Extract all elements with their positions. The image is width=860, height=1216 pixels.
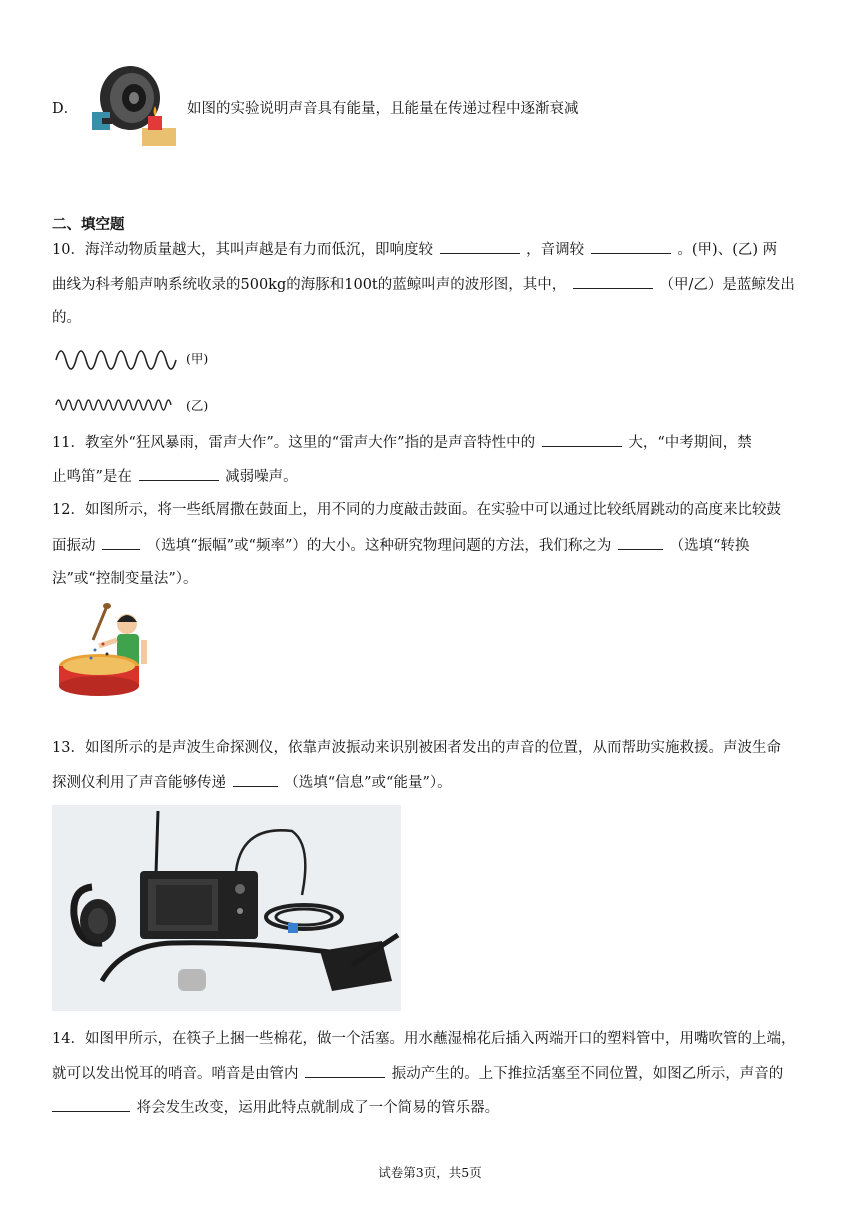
q11-text-d: 减弱噪声。: [225, 469, 298, 485]
q10-text-d: 曲线为科考船声呐系统收录的500kg的海豚和100t的蓝鲸叫声的波形图，其中，: [52, 277, 567, 293]
q10-text-a: 10．海洋动物质量越大，其叫声越是有力而低沉，即响度较: [52, 242, 433, 258]
q11-line2: [52, 466, 298, 487]
q10-line2: [52, 274, 795, 295]
wave-label-yi: (乙): [186, 398, 209, 413]
q12-line1: 12．如图所示，将一些纸屑撒在鼓面上，用不同的力度敲击鼓面。在实验中可以通过比较纸屑跳动的高度来比较鼓: [52, 502, 781, 518]
q11-blank-2[interactable]: [139, 466, 219, 481]
q14-blank-2[interactable]: [52, 1097, 130, 1112]
q12-line2: [52, 535, 750, 556]
q10-text-e: （甲/乙）是蓝鲸发出: [659, 277, 795, 293]
q10-blank-1[interactable]: [440, 239, 520, 254]
wave-yi: [54, 392, 179, 418]
q14-text-b: 振动产生的。上下推拉活塞至不同位置，如图乙所示，声音的: [391, 1066, 784, 1082]
q10-line1: [52, 239, 777, 260]
q14-line1: 14．如图甲所示，在筷子上捆一些棉花，做一个活塞。用水蘸湿棉花后插入两端开口的塑料管中，用嘴吹管的上端，: [52, 1031, 796, 1047]
q12-text-c: （选填“转换: [669, 538, 750, 554]
option-d-text: 如图的实验说明声音具有能量，且能量在传递过程中逐渐衰减: [187, 101, 579, 117]
q13-blank-1[interactable]: [233, 772, 278, 787]
sound-detector-photo: [52, 805, 401, 1011]
q10-text-b: ，音调较: [526, 242, 585, 258]
q11-text-a: 11．教室外“狂风暴雨，雷声大作”。这里的“雷声大作”指的是声音特性中的: [52, 435, 536, 451]
q14-blank-1[interactable]: [305, 1063, 385, 1078]
q12-text-b: （选填“振幅”或“频率”）的大小。这种研究物理问题的方法，我们称之为: [146, 538, 612, 554]
wave-label-jia: (甲): [186, 351, 209, 366]
q13-line2: [52, 772, 452, 793]
q11-text-c: 止鸣笛”是在: [52, 469, 132, 485]
q14-text-a: 就可以发出悦耳的哨音。哨音是由管内: [52, 1066, 299, 1082]
wave-jia: [54, 340, 179, 380]
option-d-letter: D．: [52, 101, 79, 117]
q11-blank-1[interactable]: [542, 432, 622, 447]
q13-text-b: （选填“信息”或“能量”）。: [284, 775, 452, 791]
q12-blank-1[interactable]: [102, 535, 140, 550]
q12-blank-2[interactable]: [618, 535, 663, 550]
q11-line1: [52, 432, 752, 453]
q10-blank-3[interactable]: [573, 274, 653, 289]
q14-line3: [52, 1097, 499, 1118]
q10-line3: 的。: [52, 310, 81, 326]
q10-text-c: 。(甲)、(乙) 两: [677, 242, 778, 258]
drum-boy-image: [55, 600, 155, 698]
q13-line1: 13．如图所示的是声波生命探测仪，依靠声波振动来识别被困者发出的声音的位置，从而帮助实施救援。声波生命: [52, 740, 781, 756]
section-title: 二、填空题: [52, 216, 125, 233]
speaker-candle-image: [80, 62, 180, 152]
q12-text-a: 面振动: [52, 538, 96, 554]
q14-text-c: 将会发生改变，运用此特点就制成了一个简易的管乐器。: [136, 1100, 500, 1116]
q12-line3: 法”或“控制变量法”）。: [52, 571, 198, 587]
page-footer: 试卷第3页，共5页: [378, 1165, 482, 1180]
q13-text-a: 探测仪利用了声音能够传递: [52, 775, 226, 791]
q14-line2: [52, 1063, 783, 1084]
q11-text-b: 大，“中考期间，禁: [628, 435, 752, 451]
q10-blank-2[interactable]: [591, 239, 671, 254]
